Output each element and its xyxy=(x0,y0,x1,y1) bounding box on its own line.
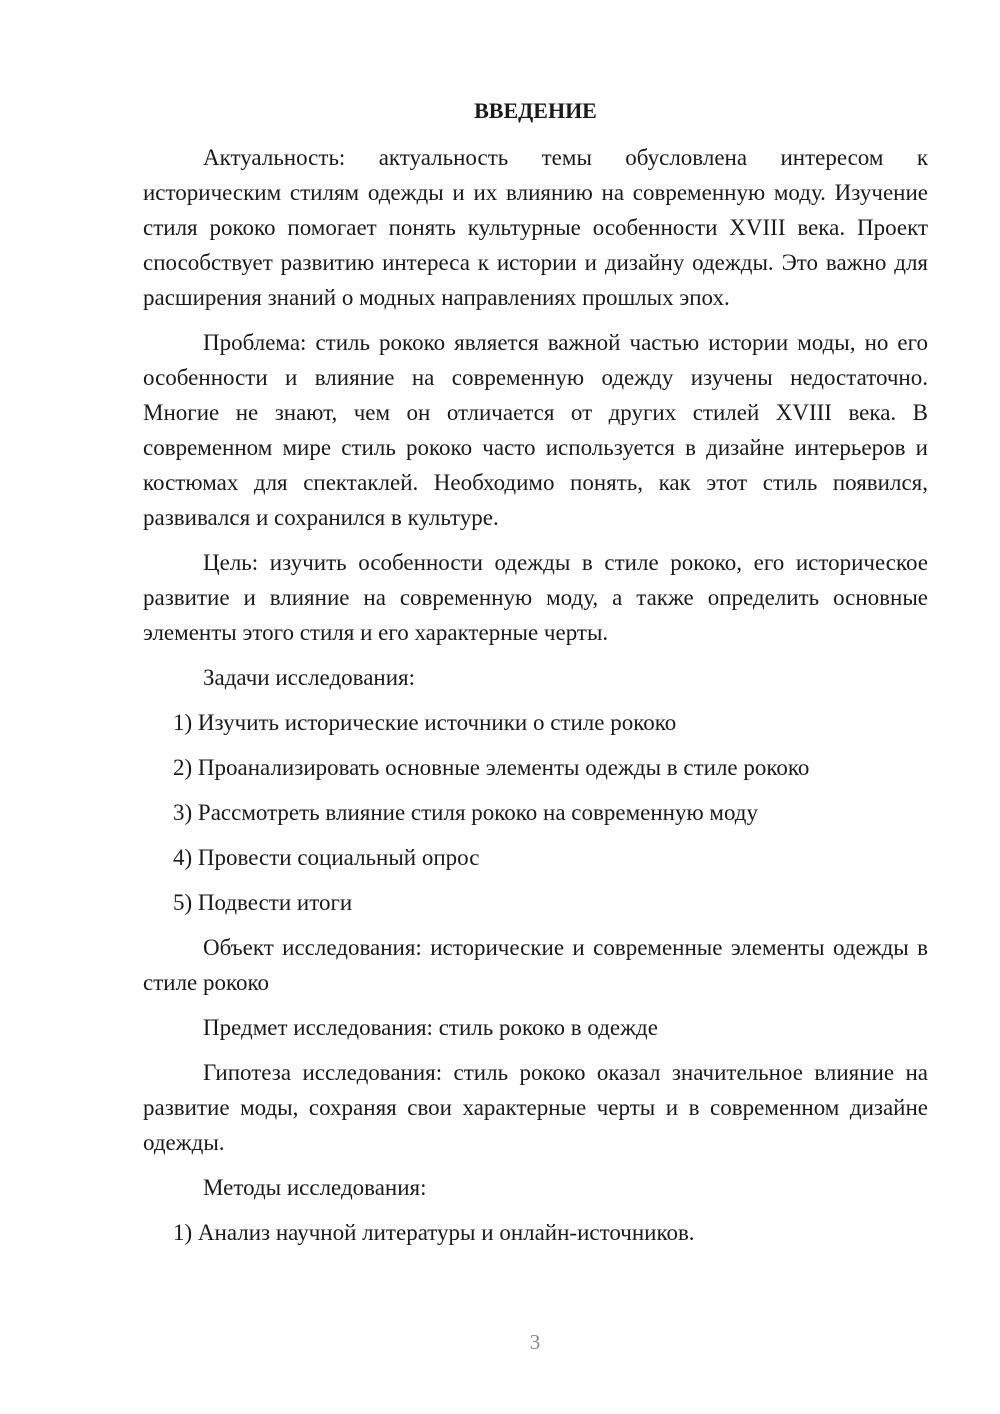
method-item: 1) Анализ научной литературы и онлайн-источников. xyxy=(173,1220,695,1245)
methods-list xyxy=(143,1215,928,1250)
relevance-paragraph: Актуальность: актуальность темы обусловлена интересом к историческим стилям одежды и их влиянию на современную моду. Изучение стиля рококо помогает понять культурные особенности XVIII века. Проект способствует развитию интереса к истории и дизайну одежды. Это важно для расширения знаний о модных направлениях прошлых эпох. xyxy=(143,145,928,310)
problem-paragraph: Проблема: стиль рококо является важной частью истории моды, но его особенности и влияние на современную одежду изучены недостаточно. Многие не знают, чем он отличается от других стилей XVIII века. В современном мире стиль рококо часто используется в дизайне интерьеров и костюмах для спектаклей. Необходимо понять, как этот стиль появился, развивался и сохранился в культуре. xyxy=(143,330,928,530)
hypothesis-paragraph: Гипотеза исследования: стиль рококо оказал значительное влияние на развитие моды, сохраняя свои характерные черты и в современном дизайне одежды. xyxy=(143,1060,928,1155)
task-item: 2) Проанализировать основные элементы одежды в стиле рококо xyxy=(173,755,810,780)
goal-paragraph: Цель: изучить особенности одежды в стиле рококо, его историческое развитие и влияние на современную моду, а также определить основные элементы этого стиля и его характерные черты. xyxy=(143,550,928,645)
tasks-list xyxy=(143,705,928,920)
task-item: 3) Рассмотреть влияние стиля рококо на современную моду xyxy=(173,800,758,825)
methods-label: Методы исследования: xyxy=(203,1175,427,1200)
page-content xyxy=(143,96,928,1260)
task-item: 4) Провести социальный опрос xyxy=(173,845,480,870)
subject-paragraph: Предмет исследования: стиль рококо в одежде xyxy=(203,1015,658,1040)
tasks-label: Задачи исследования: xyxy=(203,665,416,690)
page-number: 3 xyxy=(529,1330,541,1354)
task-item: 1) Изучить исторические источники о стиле рококо xyxy=(173,710,677,735)
task-item: 5) Подвести итоги xyxy=(173,890,353,915)
section-heading: ВВЕДЕНИЕ xyxy=(474,98,597,123)
object-paragraph: Объект исследования: исторические и современные элементы одежды в стиле рококо xyxy=(143,935,928,995)
